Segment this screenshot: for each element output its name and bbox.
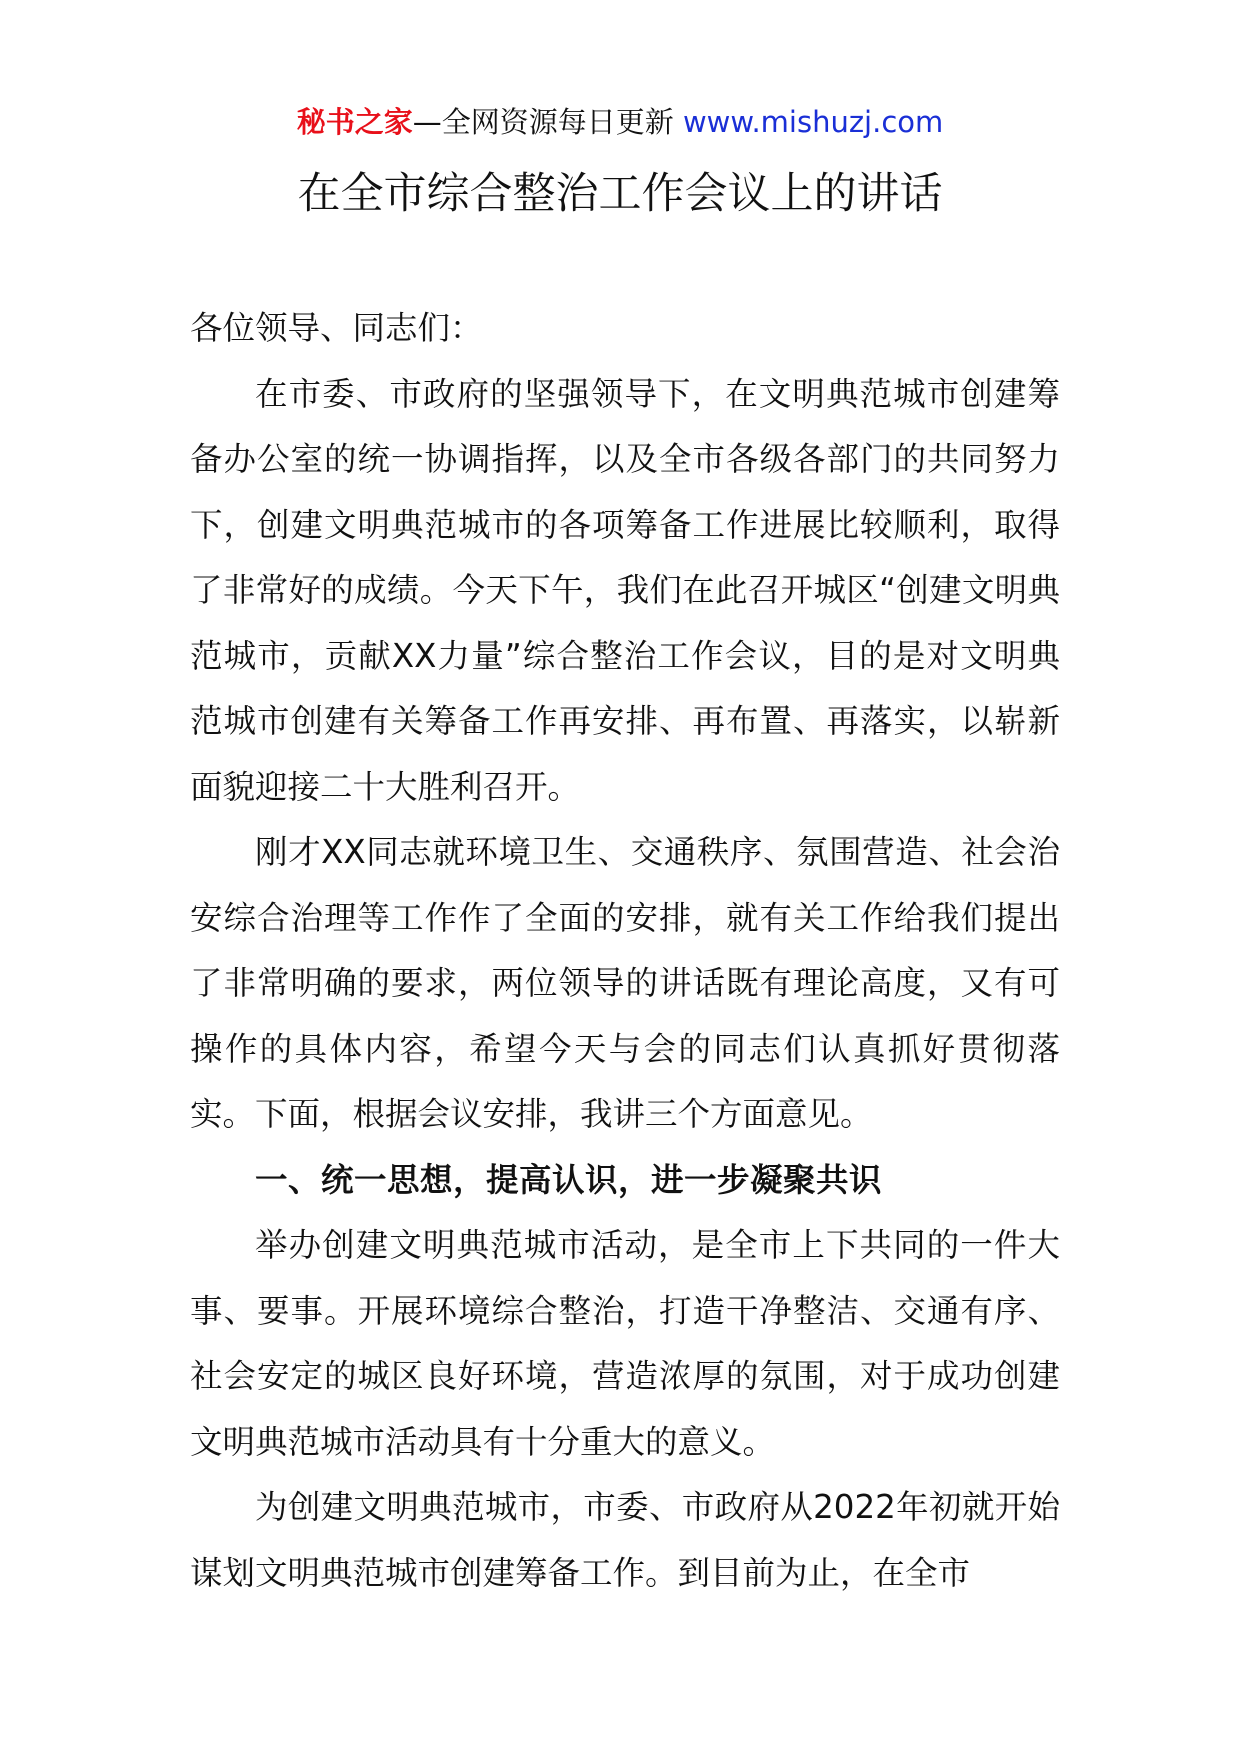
paragraph-4: 为创建文明典范城市，市委、市政府从2022年初就开始谋划文明典范城市创建筹备工作。到目前为止，在全市 <box>190 1488 1060 1592</box>
paragraph-2: 刚才XX同志就环境卫生、交通秩序、氛围营造、社会治安综合治理等工作作了全面的安排，就有关工作给我们提出了非常明确的要求，两位领导的讲话既有理论高度，又有可操作的具体内容，希望今天与会的同志们认真抓好贯彻落实。下面，根据会议安排，我讲三个方面意见。 <box>190 833 1060 1133</box>
site-slogan: —全网资源每日更新 <box>412 105 674 139</box>
paragraph-3: 举办创建文明典范城市活动，是全市上下共同的一件大事、要事。开展环境综合整治，打造干净整洁、交通有序、社会安定的城区良好环境，营造浓厚的氛围，对于成功创建文明典范城市活动具有十分重大的意义。 <box>190 1226 1060 1461</box>
site-banner <box>0 102 1240 142</box>
site-url-link[interactable]: www.mishuzj.com <box>682 105 944 139</box>
document-body <box>190 296 1060 1606</box>
section-heading-1: 一、统一思想，提高认识，进一步凝聚共识 <box>255 1160 883 1199</box>
salutation: 各位领导、同志们： <box>190 309 483 347</box>
paragraph-1: 在市委、市政府的坚强领导下，在文明典范城市创建筹备办公室的统一协调指挥，以及全市各级各部门的共同努力下，创建文明典范城市的各项筹备工作进展比较顺利，取得了非常好的成绩。今天下午，我们在此召开城区“创建文明典范城市，贡献XX力量”综合整治工作会议，目的是对文明典范城市创建有关筹备工作再安排、再布置、再落实，以崭新面貌迎接二十大胜利召开。 <box>190 374 1060 806</box>
site-name: 秘书之家 <box>296 105 413 139</box>
document-title: 在全市综合整治工作会议上的讲话 <box>297 169 943 219</box>
